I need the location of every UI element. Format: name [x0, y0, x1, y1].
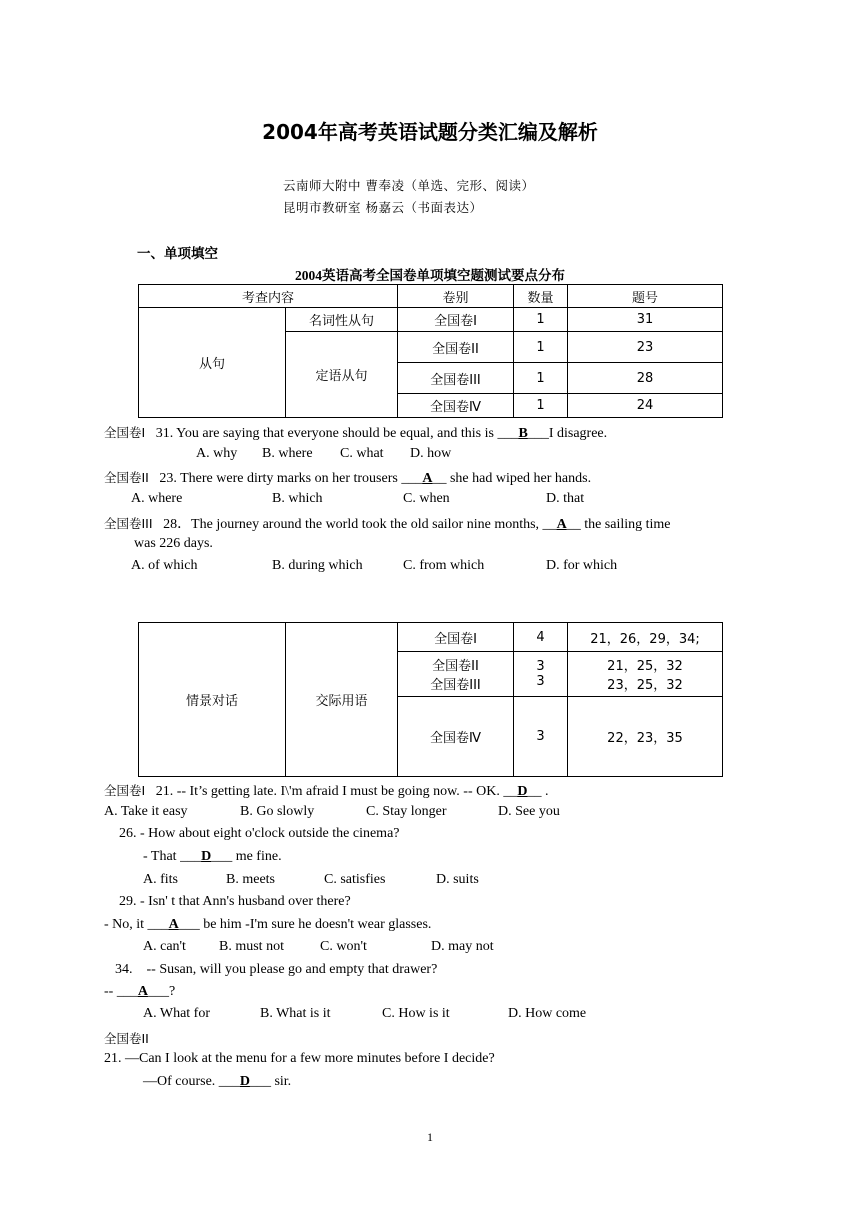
option: D. for which	[546, 558, 618, 573]
count-cell: 1	[514, 363, 568, 394]
number-cell: 23	[568, 332, 723, 363]
number-cell-double: 21，25，32 23，25，32	[568, 652, 723, 697]
count-cell: 1	[514, 332, 568, 363]
option: A. Take it easy	[104, 804, 188, 819]
option: C. from which	[403, 558, 485, 573]
paper-cell: 全国卷II	[398, 332, 514, 363]
question-21: 全国卷Ⅰ 21. -- It’s getting late. I\'m afraid I must be going now. -- OK. __D__ .	[104, 783, 549, 799]
question-2-21-reply: —Of course. ___D___ sir.	[143, 1074, 292, 1089]
answer: A	[422, 471, 433, 486]
answer: A	[556, 517, 567, 532]
question-26-line: 26. - How about eight o'clock outside the cinema?	[119, 826, 400, 841]
number-cell: 31	[568, 308, 723, 332]
option: D. how	[410, 446, 452, 461]
group-cell: 从句	[139, 308, 286, 418]
question-31: 全国卷Ⅰ 31. You are saying that everyone should be equal, and this is ___B___I disagree.	[104, 425, 608, 441]
option: C. satisfies	[324, 872, 386, 887]
paper-cell: 全国卷Ⅰ	[398, 308, 514, 332]
answer: D	[517, 784, 528, 799]
number-cell: 28	[568, 363, 723, 394]
count-cell: 1	[514, 394, 568, 418]
question-2-21-line: 21. —Can I look at the menu for a few more minutes before I decide?	[104, 1051, 495, 1066]
number-cell: 24	[568, 394, 723, 418]
sub-cell: 交际用语	[286, 623, 398, 777]
question-34-reply: -- ___A___?	[104, 984, 176, 999]
option: B. meets	[226, 872, 275, 887]
count-cell-double: 3 3	[514, 652, 568, 697]
option: C. when	[403, 491, 450, 506]
paper-cell: 全国卷Ⅳ	[398, 394, 514, 418]
paper-cell: 全国卷Ⅳ	[398, 697, 514, 777]
option: B. during which	[272, 558, 363, 573]
paper-cell-double: 全国卷II 全国卷III	[398, 652, 514, 697]
page-title: 2004年高考英语试题分类汇编及解析	[262, 120, 598, 144]
answer: B	[518, 426, 528, 441]
sub-attributive-clause: 定语从句	[286, 332, 398, 418]
option: D. suits	[436, 872, 479, 887]
option: C. what	[340, 446, 384, 461]
option: A. of which	[131, 558, 198, 573]
distribution-table-2	[138, 622, 723, 777]
question-continuation: was 226 days.	[134, 536, 213, 551]
answer: D	[239, 1074, 250, 1089]
option: A. why	[196, 446, 238, 461]
option: B. must not	[219, 939, 284, 954]
option: B. What is it	[260, 1006, 331, 1021]
option: A. can't	[143, 939, 186, 954]
table-caption: 2004英语高考全国卷单项填空题测试要点分布	[295, 268, 565, 283]
header-paper: 卷别	[398, 285, 514, 308]
option: B. Go slowly	[240, 804, 315, 819]
question-26-reply: - That ___D___ me fine.	[143, 849, 282, 864]
option: C. won't	[320, 939, 367, 954]
number-cell: 21，26，29，34;	[568, 623, 723, 652]
author-line-1: 云南师大附中 曹奉凌（单选、完形、阅读）	[283, 178, 535, 193]
header-number: 题号	[568, 285, 723, 308]
distribution-table-1	[138, 284, 723, 418]
option: D. How come	[508, 1006, 587, 1021]
option: C. How is it	[382, 1006, 450, 1021]
sub-noun-clause: 名词性从句	[286, 308, 398, 332]
header-count: 数量	[514, 285, 568, 308]
option: A. What for	[143, 1006, 210, 1021]
author-line-2: 昆明市教研室 杨嘉云（书面表达）	[283, 200, 483, 215]
option: B. where	[262, 446, 313, 461]
paper-cell: 全国卷Ⅰ	[398, 623, 514, 652]
question-23: 全国卷II 23. There were dirty marks on her trousers ___A__ she had wiped her hands.	[104, 470, 592, 486]
count-cell: 4	[514, 623, 568, 652]
section-heading: 一、单项填空	[137, 246, 218, 262]
count-cell: 1	[514, 308, 568, 332]
option: A. where	[131, 491, 183, 506]
count-cell: 3	[514, 697, 568, 777]
option: B. which	[272, 491, 323, 506]
paper-cell: 全国卷III	[398, 363, 514, 394]
option: D. that	[546, 491, 585, 506]
option: D. may not	[431, 939, 494, 954]
question-29-line: 29. - Isn' t that Ann's husband over there?	[119, 894, 351, 909]
question-34-line: 34. -- Susan, will you please go and empty that drawer?	[115, 962, 438, 977]
answer: D	[201, 849, 212, 864]
number-cell: 22，23，35	[568, 697, 723, 777]
page-number: 1	[427, 1130, 433, 1144]
header-content: 考查内容	[139, 285, 398, 308]
option: C. Stay longer	[366, 804, 447, 819]
option: D. See you	[498, 804, 560, 819]
answer: A	[168, 917, 179, 932]
group-cell: 情景对话	[139, 623, 286, 777]
answer: A	[137, 984, 148, 999]
question-29-reply: - No, it ___A___ be him -I'm sure he doesn't wear glasses.	[104, 917, 432, 932]
question-28: 全国卷III 28．The journey around the world took the old sailor nine months, __A__ the sailing time	[104, 516, 671, 532]
option: A. fits	[143, 872, 178, 887]
paper-heading: 全国卷II	[104, 1031, 149, 1046]
